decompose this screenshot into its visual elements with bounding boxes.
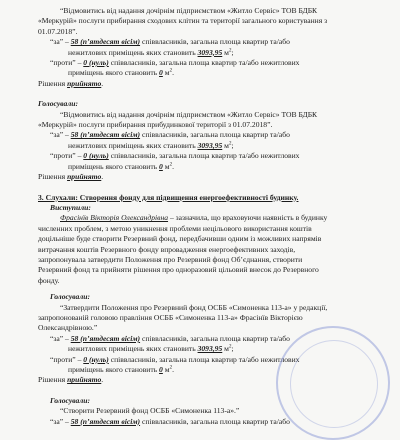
section3-speakers-label: Виступили: <box>50 202 91 212</box>
block3-quote-line-2: запропонованій головою правління ОСББ «Симоненка 113-а» Фрасінїв Вікторією <box>38 312 303 322</box>
block1-decision: Рішення прийнято. <box>38 78 104 88</box>
section3-para-line-7: фонду. <box>38 275 60 285</box>
block2-vote-for: “за” – 58 (п’ятдесят вісім) співвласників, загальна площа квартир та/або <box>50 130 290 140</box>
spacer-2 <box>38 183 370 193</box>
section3-para-line-4: витрачання коштів Резервного фонду впровадження енергоефективних заходів, <box>38 244 296 254</box>
block3-voted-heading: Голосували: <box>50 292 90 302</box>
block3-vote-against: “проти” – 0 (нуль) співвласників, загальна площа квартир та/або нежитлових <box>50 354 300 364</box>
block2-quote-line-2: «Меркурій» послуги прибирання прибудинкової території з 01.07.2018”. <box>38 120 273 130</box>
section3-para-line-3: доцільніше буде створити Резервний фонд, передбачивши одним із можливих напрямів <box>38 234 322 244</box>
block4-voted-heading: Голосували: <box>50 395 90 405</box>
block4-quote-line-1: “Створити Резервний фонд ОСББ «Симоненка 113-а».” <box>60 406 240 416</box>
block2-quote-line-1: “Відмовитись від надання дочірнім підприємством «Житло Сервіс» ТОВ БДБК <box>60 109 318 119</box>
block3-vote-for: “за” – 58 (п’ятдесят вісім) співвласників, загальна площа квартир та/або <box>50 333 290 343</box>
section3-para-line-1: Фрасінїв Вікторія Олександрівна – зазначила, що враховуючи наявність в будинку <box>60 213 328 223</box>
section3-para-line-2: численних проблем, з метою уникнення проблеми нецільового використання коштів <box>38 223 312 233</box>
block2-voted-heading: Голосували: <box>38 99 78 109</box>
block1-vote-for-area: нежитлових приміщень яких становить 3093,95 $м^2$; <box>68 47 234 57</box>
block3-vote-for-area: нежитлових приміщень яких становить 3093,95 $м^2$; <box>68 344 234 354</box>
block2-vote-against: “проти” – 0 (нуль) співвласників, загальна площа квартир та/або нежитлових <box>50 151 300 161</box>
block1-quote-line-1: “Відмовитись від надання дочірнім підприємством «Житло Сервіс» ТОВ БДБК <box>60 6 318 15</box>
section3-para-line-5: запропонувала затвердити Положення про Резервний фонд Об’єднання, створити <box>38 254 303 264</box>
block3-quote-line-1: “Затвердити Положення про Резервний фонд ОСББ «Симоненка 113-а» у редакції, <box>60 302 328 312</box>
block3-quote-line-3: Олександрівною.” <box>38 323 98 333</box>
stamp-seal-inner-ring <box>290 340 378 428</box>
block1-vote-against-area: приміщень якого становить 0 $м^2$. <box>68 68 174 78</box>
block1-vote-against: “проти” – 0 (нуль) співвласників, загальна площа квартир та/або нежитлових <box>50 58 300 68</box>
section3-para-line-6: Резервний фонд та прийняти рішення про одноразовий цільовий внесок до Резервного <box>38 265 319 275</box>
section3-heading: 3. Слухали: Створення фонду для підвищення енергоефективності будинку. <box>38 192 299 202</box>
block4-vote-for: “за” – 58 (п’ятдесят вісім) співвласників, загальна площа квартир та/або <box>50 416 290 426</box>
block1-quote-line-3: 01.07.2018”. <box>38 26 78 36</box>
spacer-1 <box>38 89 370 99</box>
block3-decision: Рішення прийнято. <box>38 375 104 385</box>
block3-vote-against-area: приміщень якого становить 0 $м^2$. <box>68 365 174 374</box>
block1-vote-for: “за” – 58 (п’ятдесят вісім) співвласників, загальна площа квартир та/або <box>50 37 290 47</box>
block2-vote-against-area: приміщень якого становить 0 $м^2$. <box>68 161 174 171</box>
block2-vote-for-area: нежитлових приміщень яких становить 3093,95 $м^2$; <box>68 140 234 150</box>
block2-decision: Рішення прийнято. <box>38 172 104 182</box>
block1-quote-line-2: «Меркурій» послуги прибирання сходових клітин та території загального користування з <box>38 16 328 26</box>
